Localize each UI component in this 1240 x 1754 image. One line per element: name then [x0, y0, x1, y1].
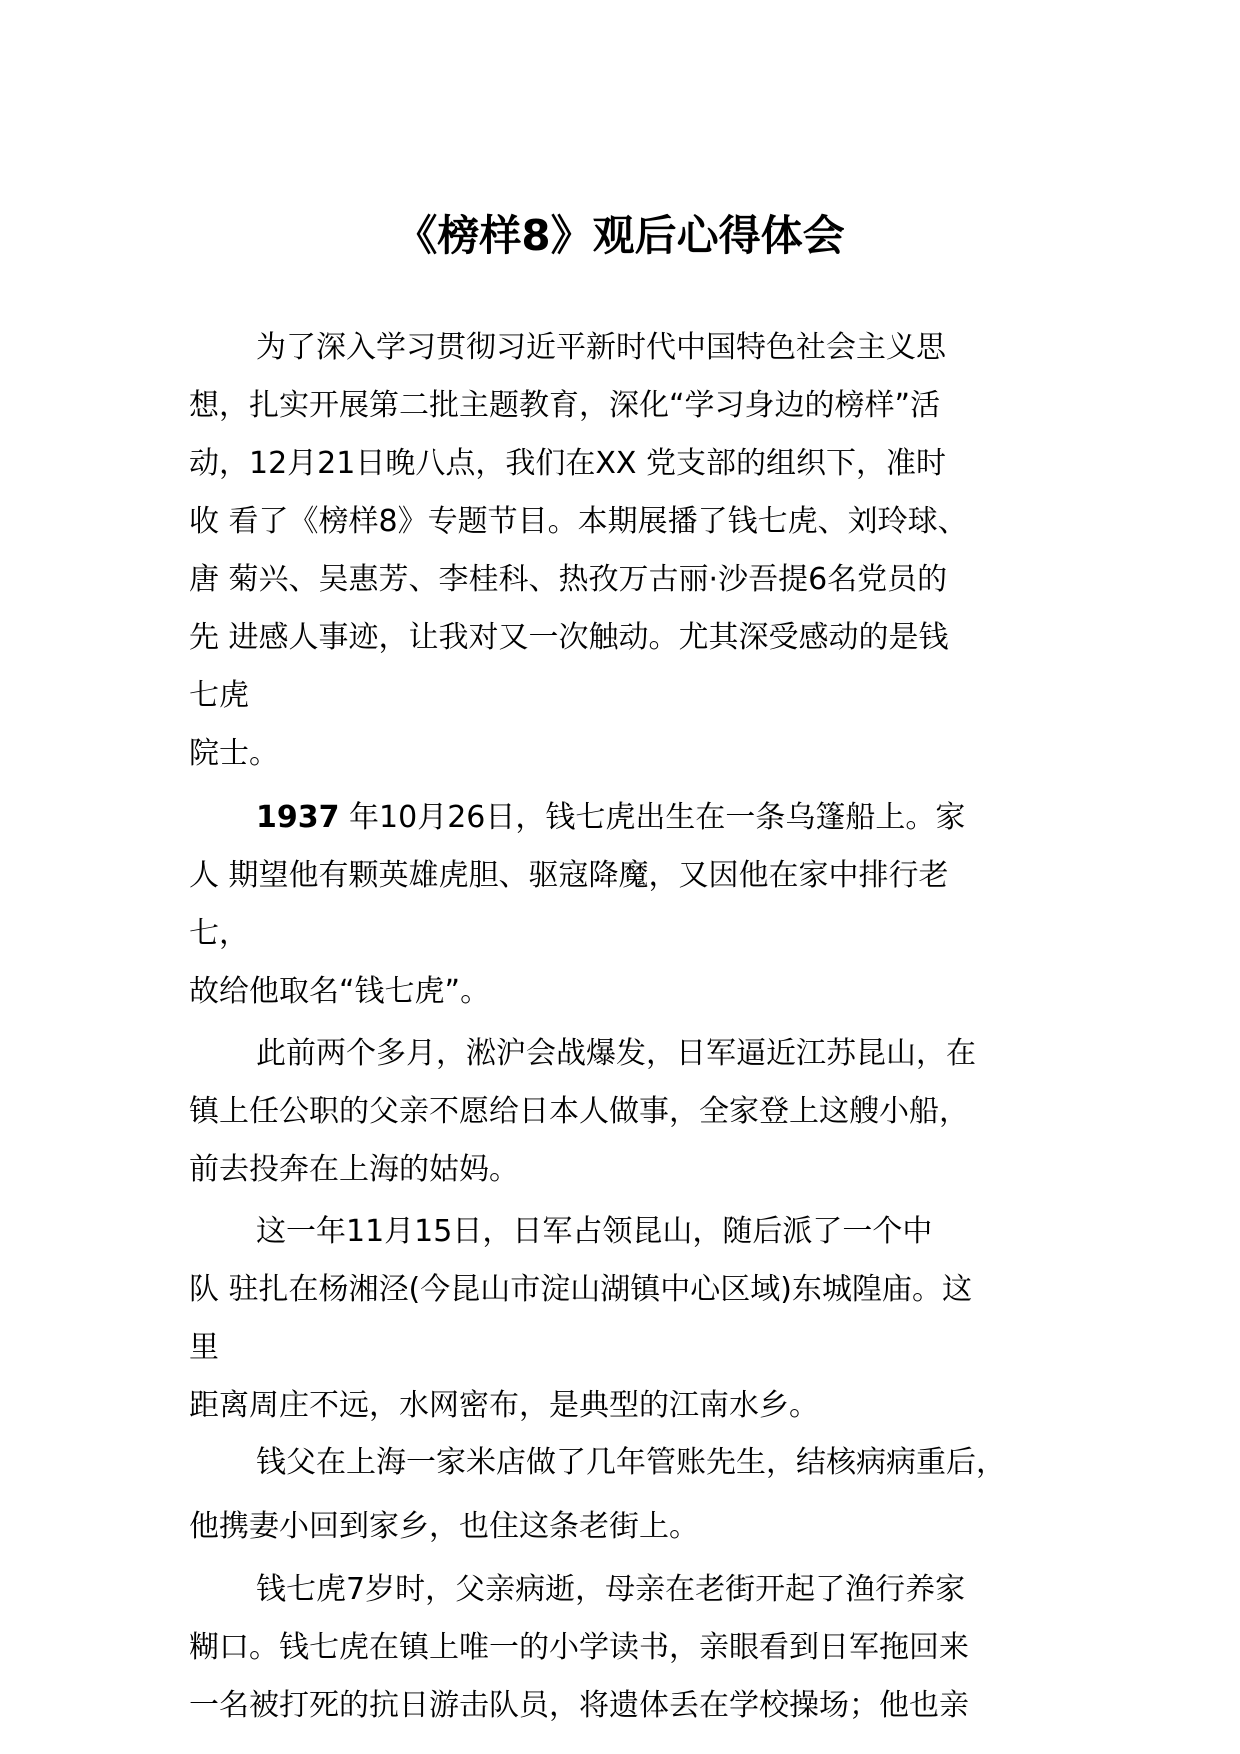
text-line: 先 进感人事迹，让我对又一次触动。尤其深受感动的是钱 — [189, 620, 949, 655]
text-line: 院士。 — [189, 736, 279, 771]
text-line: 钱父在上海一家米店做了几年管账先生，结核病病重后， — [256, 1445, 1006, 1480]
text-line: 里 — [189, 1330, 219, 1365]
text-line: 七， — [189, 916, 249, 951]
text-line: 七虎 — [189, 678, 249, 713]
text-line: 前去投奔在上海的姑妈。 — [189, 1152, 519, 1187]
text-line: 此前两个多月，淞沪会战爆发，日军逼近江苏昆山，在 — [256, 1036, 976, 1071]
text-line: 为了深入学习贯彻习近平新时代中国特色社会主义思 — [256, 330, 946, 365]
text-line: 故给他取名“钱七虎”。 — [189, 974, 491, 1009]
document-title: 《榜样8》观后心得体会 — [395, 211, 845, 260]
text-line: 这一年11月15日，日军占领昆山，随后派了一个中 — [256, 1214, 933, 1249]
text-line: 队 驻扎在杨湘泾(今昆山市淀山湖镇中心区域)东城隍庙。这 — [189, 1272, 972, 1307]
text-line: 糊口。钱七虎在镇上唯一的小学读书，亲眼看到日军拖回来 — [189, 1630, 969, 1665]
text-line: 钱七虎7岁时，父亲病逝，母亲在老街开起了渔行养家 — [256, 1572, 966, 1607]
text-span: 年10月26日，钱七虎出生在一条乌篷船上。家 — [339, 800, 966, 835]
text-line: 唐 菊兴、吴惠芳、李桂科、热孜万古丽·沙吾提6名党员的 — [189, 562, 948, 597]
text-line: 人 期望他有颗英雄虎胆、驱寇降魔，又因他在家中排行老 — [189, 858, 949, 893]
text-line: 想，扎实开展第二批主题教育，深化“学习身边的榜样”活 — [189, 388, 941, 423]
text-line: 动，12月21日晚八点，我们在XX 党支部的组织下，准时 — [189, 446, 946, 481]
text-line: 收 看了《榜样8》专题节目。本期展播了钱七虎、刘玲球、 — [189, 504, 968, 539]
text-line: 他携妻小回到家乡，也住这条老街上。 — [189, 1509, 699, 1544]
text-line: 镇上任公职的父亲不愿给日本人做事，全家登上这艘小船， — [189, 1094, 969, 1129]
text-line — [256, 798, 965, 838]
text-line: 距离周庄不远，水网密布，是典型的江南水乡。 — [189, 1388, 819, 1423]
year-label: 1937 — [256, 800, 340, 835]
text-line: 一名被打死的抗日游击队员，将遗体丢在学校操场；他也亲 — [189, 1688, 969, 1723]
